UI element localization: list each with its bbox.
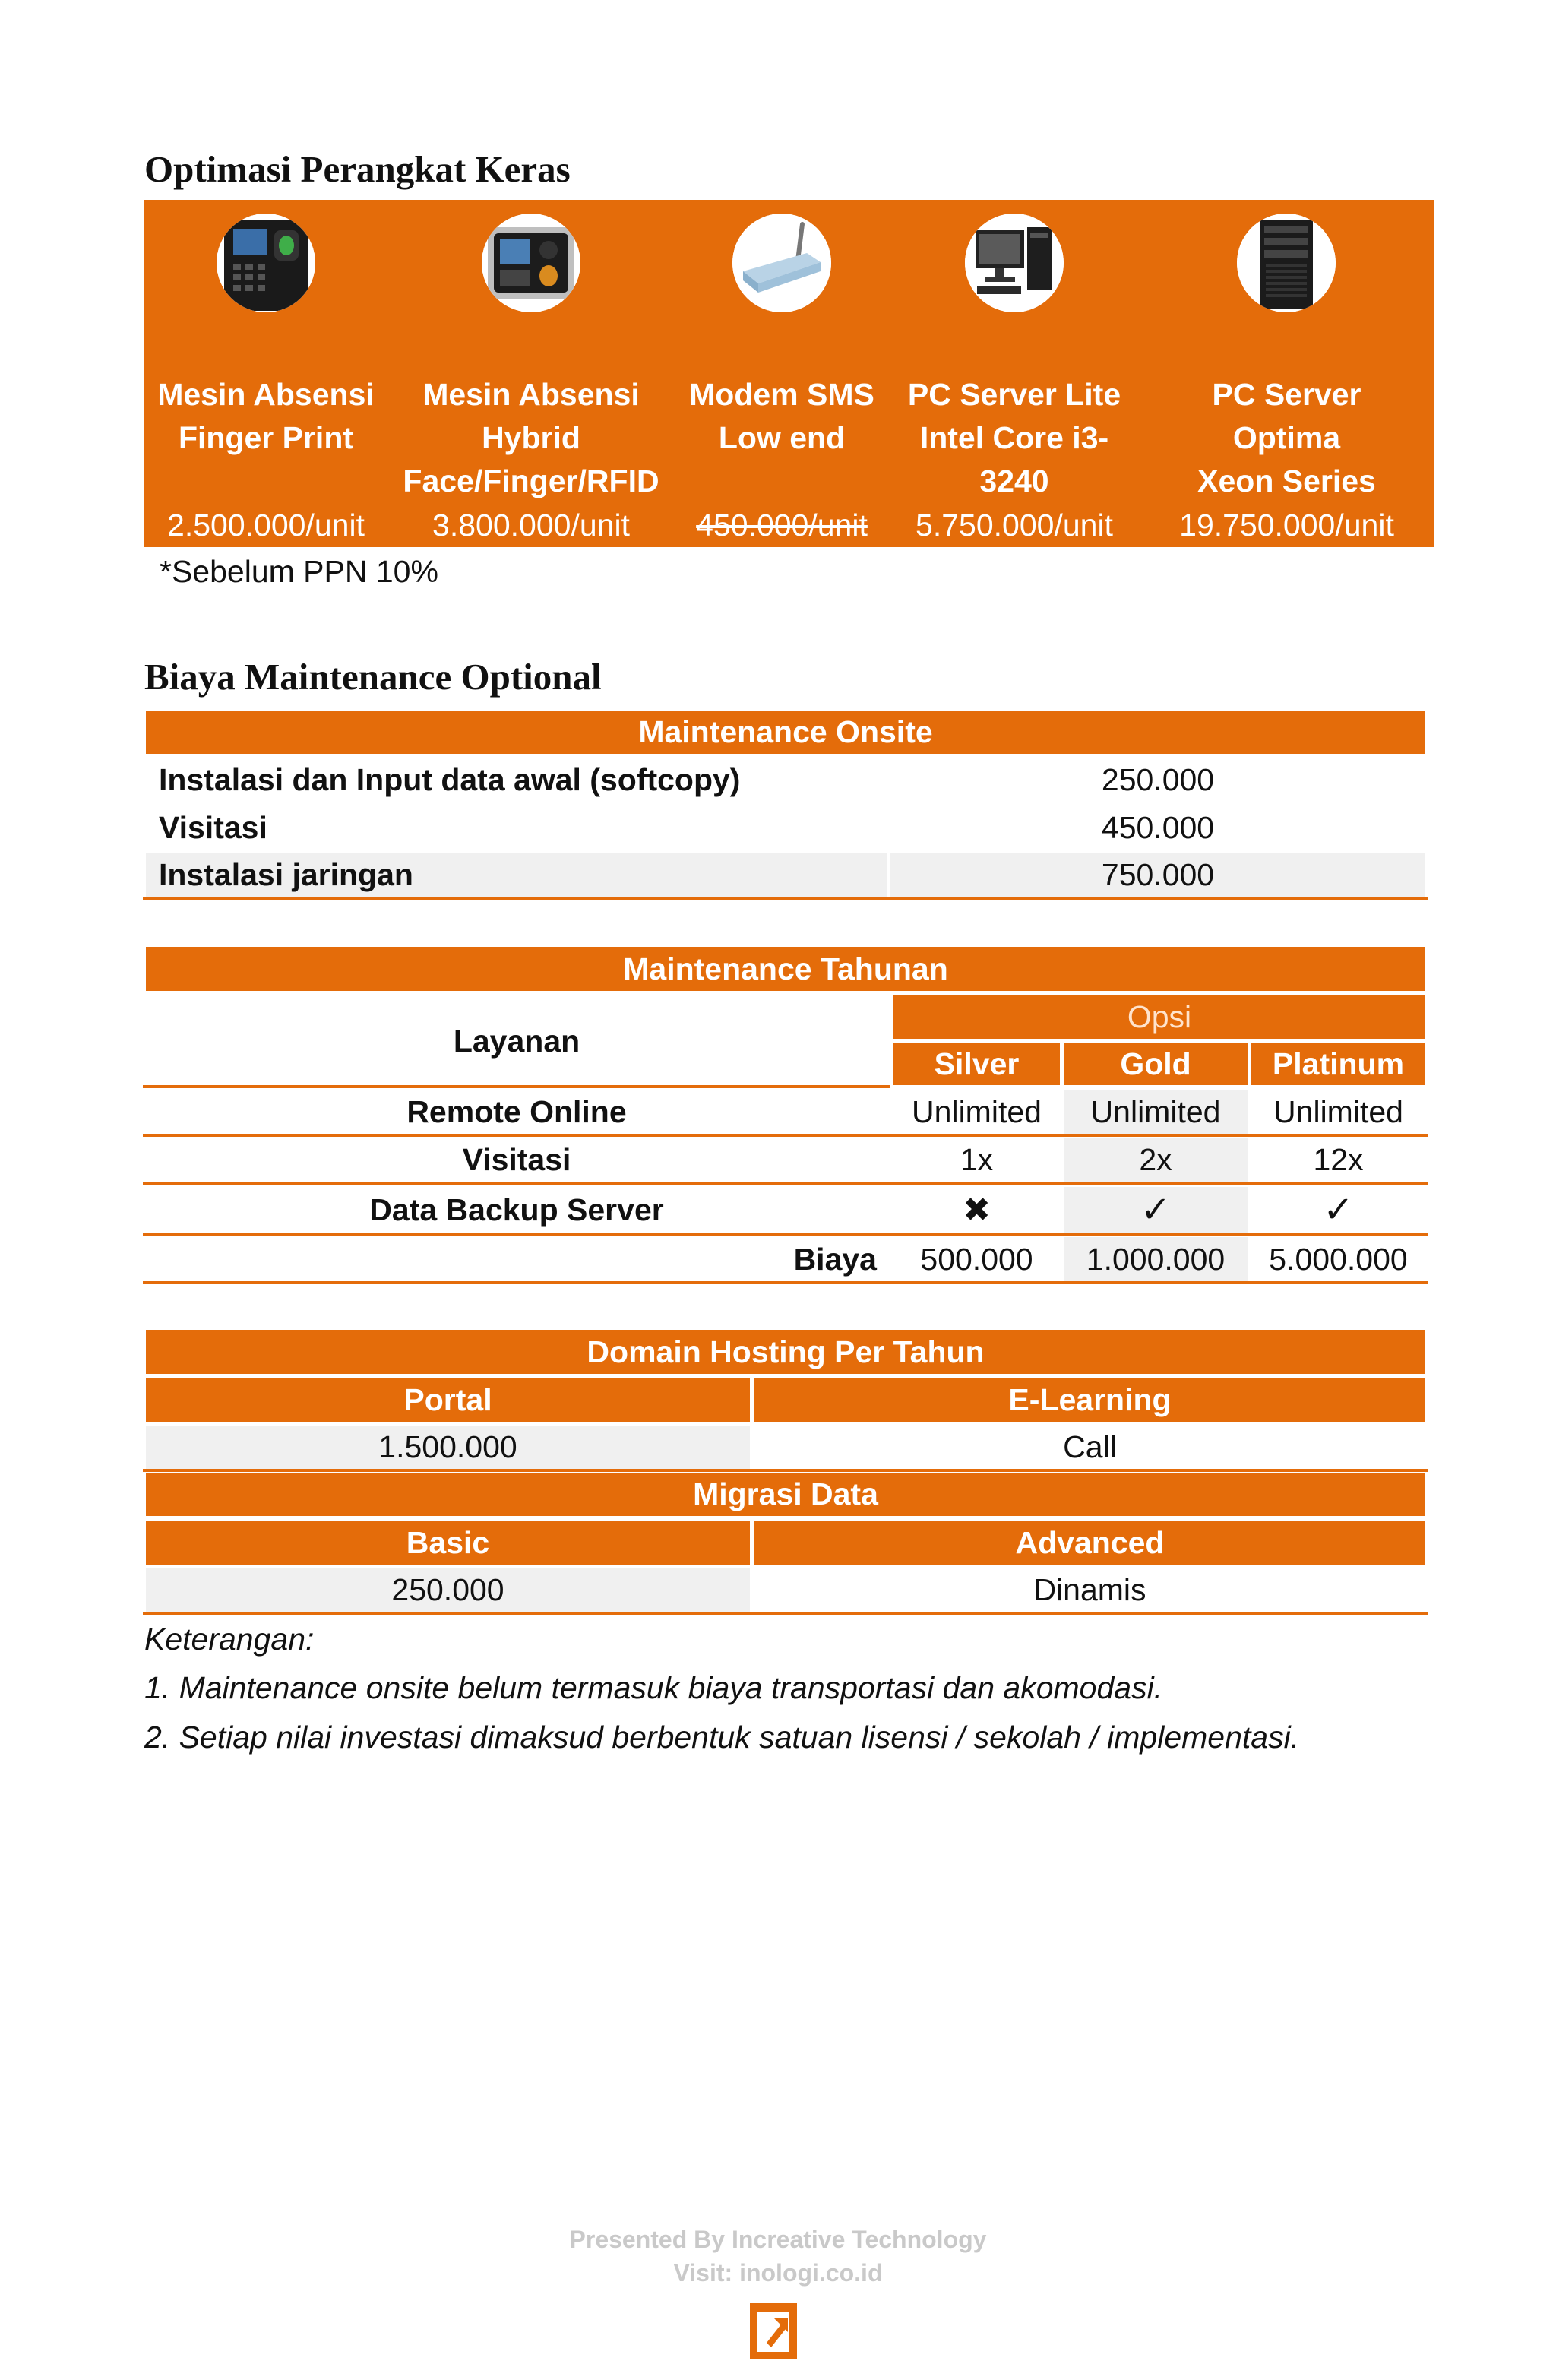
yearly-header: Maintenance Tahunan [146,947,1425,991]
migration-value-advanced: Dinamis [1033,1572,1146,1607]
hardware-item [1140,200,1434,547]
service-row-value: 2x [1064,1138,1248,1182]
face-scanner-icon [482,214,580,312]
service-row-label: Remote Online [406,1093,627,1129]
table-divider [143,1612,1428,1615]
tower-server-icon [1237,214,1336,312]
table-divider [143,1469,1428,1472]
migration-col-advanced: Advanced [754,1521,1425,1565]
service-row-value: Unlimited [1064,1090,1248,1134]
table-divider [143,1134,1428,1137]
desktop-pc-icon [965,214,1064,312]
notes-item: 1. Maintenance onsite belum termasuk biaya transportasi dan akomodasi. [144,1670,1163,1705]
maintenance-section-title: Biaya Maintenance Optional [144,656,602,698]
hardware-item-name: PC Server Lite Intel Core i3- 3240 [907,377,1121,498]
hardware-item-price: 450.000/unit [696,508,868,543]
onsite-header: Maintenance Onsite [146,711,1425,754]
hardware-table [144,200,1434,547]
hardware-item [675,200,889,547]
table-divider [143,897,1428,900]
check-icon: ✓ [1323,1190,1354,1230]
option-platinum-header: Platinum [1251,1043,1425,1085]
opsi-header: Opsi [893,995,1425,1039]
service-row-value: 12x [1313,1141,1364,1177]
footer-visit: Visit: inologi.co.id [673,2259,883,2287]
onsite-row-label: Visitasi [159,809,267,845]
table-divider [143,1233,1428,1236]
tax-note: *Sebelum PPN 10% [160,554,438,589]
footer-presented: Presented By Increative Technology [569,2226,987,2253]
fingerprint-machine-icon [217,214,315,312]
increative-logo-icon [750,2299,797,2359]
service-row-label: Visitasi [462,1141,571,1177]
domain-col-elearning: E-Learning [754,1378,1425,1422]
domain-col-portal: Portal [146,1378,750,1422]
hardware-section-title: Optimasi Perangkat Keras [144,148,571,190]
migration-header: Migrasi Data [146,1473,1425,1516]
table-divider [143,1182,1428,1185]
service-row-label: Data Backup Server [369,1192,664,1227]
migration-value-basic: 250.000 [146,1568,750,1612]
hardware-item [387,200,675,547]
hardware-item-name: Mesin Absensi Finger Print [157,377,375,455]
hardware-item-name: Modem SMS Low end [689,377,874,455]
check-icon: ✓ [1064,1187,1248,1233]
onsite-row-value: 750.000 [890,853,1425,897]
service-row-value: Unlimited [912,1093,1042,1129]
hardware-item [144,200,387,547]
layanan-header: Layanan [453,1023,580,1059]
cost-value: 500.000 [920,1241,1033,1277]
cost-label: Biaya [793,1241,877,1277]
service-row-value: Unlimited [1273,1093,1403,1129]
notes-item: 2. Setiap nilai investasi dimaksud berbentuk satuan lisensi / sekolah / implementasi. [144,1720,1300,1755]
domain-header: Domain Hosting Per Tahun [146,1330,1425,1374]
domain-value-portal: 1.500.000 [146,1426,750,1469]
hardware-item-price: 5.750.000/unit [916,508,1113,543]
hardware-item-name: PC Server Optima Xeon Series [1197,377,1376,498]
cross-icon: ✖ [963,1191,991,1229]
domain-value-elearning: Call [1063,1429,1117,1464]
option-gold-header: Gold [1064,1043,1248,1085]
table-divider [143,1085,890,1088]
service-row-value: 1x [960,1141,994,1177]
onsite-row-value: 450.000 [1101,809,1215,845]
cost-value: 1.000.000 [1064,1237,1248,1281]
table-divider [143,1281,1428,1284]
onsite-row-label: Instalasi dan Input data awal (softcopy) [159,761,741,797]
modem-icon [732,214,831,312]
onsite-row-value: 250.000 [1101,761,1215,797]
notes-title: Keterangan: [144,1622,315,1657]
migration-col-basic: Basic [146,1521,750,1565]
onsite-row-label: Instalasi jaringan [146,853,887,897]
hardware-item [889,200,1140,547]
hardware-item-price: 2.500.000/unit [167,508,365,543]
option-silver-header: Silver [893,1043,1060,1085]
hardware-item-price: 3.800.000/unit [432,508,630,543]
cost-value: 5.000.000 [1269,1241,1408,1277]
hardware-item-name: Mesin Absensi Hybrid Face/Finger/RFID [403,377,659,498]
hardware-item-price: 19.750.000/unit [1179,508,1394,543]
